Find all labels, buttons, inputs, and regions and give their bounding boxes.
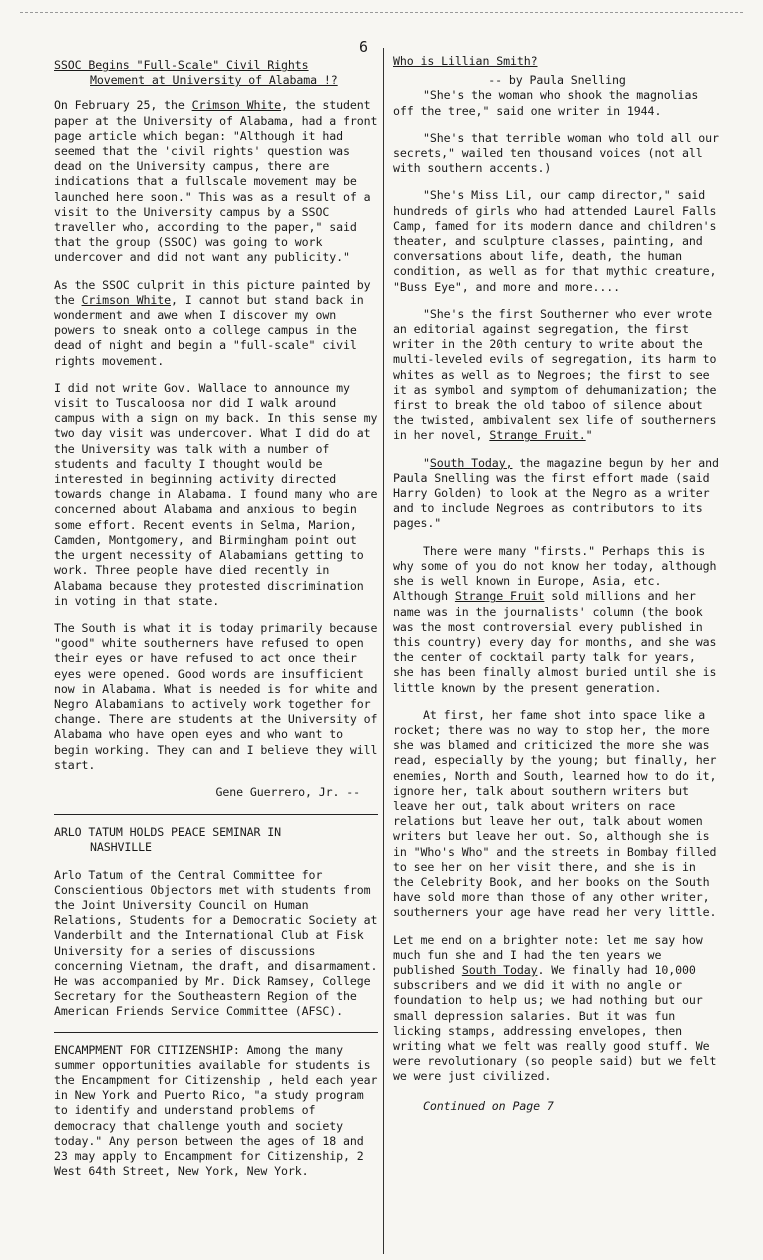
continued-notice: Continued on Page 7 <box>423 1098 554 1113</box>
ssoc-article <box>54 58 378 800</box>
crimson-white-ref: Crimson White <box>191 98 282 113</box>
top-edge-rule <box>20 12 743 13</box>
ssoc-paragraph-3: I did not write Gov. Wallace to announce my visit to Tuscaloosa nor did I walk around campus with a sign on my back. In this sense my two day visit was undercover. What I did do at the University was talk with a number of students and faculty I thought would be interested in beginning activity directed towards change in Alabama. I found many who are concerned about Alabama and anxious to begin some effort. Recent events in Selma, Marion, Camden, Montgomery, and Birmingham point out the urgent necessity of Alabamians getting to work. Three people have died recently in Alabama because they protested discrimination in voting in that state. <box>54 380 378 608</box>
south-today-ref: South Today, <box>429 455 513 470</box>
ssoc-paragraph-4: The South is what it is today primarily because "good" white southerners have refused to open their eyes or have refused to act once their eyes were opened. Good words are insufficient now in Alabama. What is needed is for white and Negro Alabamians to actively work together for change. There are students at the University of Alabama who have open eyes and who want to begin working. They can and I believe they will start. <box>54 620 378 772</box>
lillian-paragraph-2: "She's that terrible woman who told all our secrets," wailed ten thousand voices (not all with southern accents.) <box>393 130 719 176</box>
lillian-paragraph-7: At first, her fame shot into space like a rocket; there was no way to stop her, the more she was blamed and criticized the more she was read, especially by the young; but finally, her enemies, North and South, learned how to do it, ignore her, talk about southern writers but leave her out, talk about writers on race relations but leave her out, talk about women writers but leave her out. So, although she is in "Who's Who" and the streets in Bombay filled to see her on her visit there, and she is in the Celebrity Book, and her books on the South have sold more than those of any other writer, southerners your age have read her very little. <box>393 707 717 920</box>
lillian-paragraph-4: "She's the first Southerner who ever wrote an editorial against segregation, the first writer in the 20th century to write about the multi-leveled evils of segregation, its harm to whites as well as to Negroes; the first to see it as symbol and symptom of dehumanization; the first to break the old taboo of silence about the twisted, ambivalent sex life of southerners in her novel, Strange Fruit." <box>393 306 717 443</box>
strange-fruit-ref: Strange Fruit <box>454 589 545 604</box>
lillian-paragraph-6: There were many "firsts." Perhaps this is why some of you do not know her today, although she is well known in Europe, Asia, etc. Although Strange Fruit sold millions and her name was in the journalists' column (the book was the most controversial every published in this country) every day for months, and she was the center of cocktail party talk for years, she has been finally almost buried until she is little known by the present generation. <box>393 543 717 695</box>
ssoc-headline-line1: SSOC Begins "Full-Scale" Civil Rights <box>54 58 309 72</box>
ssoc-paragraph-2: As the SSOC culprit in this picture painted by the Crimson White, I cannot but stand back in wonderment and awe when I discover my own powers to sneak onto a college campus in the dead of night and begin a "full-scale" civil rights movement. <box>54 277 371 368</box>
tatum-headline-line2: NASHVILLE <box>90 840 152 855</box>
section-rule <box>54 1032 378 1033</box>
tatum-article <box>54 825 378 1019</box>
page-number: 6 <box>359 38 369 56</box>
ssoc-author: Gene Guerrero, Jr. -- <box>215 784 360 799</box>
column-divider <box>383 48 384 1254</box>
section-rule <box>54 814 378 815</box>
lillian-paragraph-1: "She's the woman who shook the magnolias off the tree," said one writer in 1944. <box>393 88 699 118</box>
encampment-body: ENCAMPMENT FOR CITIZENSHIP: Among the many summer opportunities available for students is the Encampment for Citizenship , held each year in New York and Puerto Rico, "a study program to identify and understand problems of democracy that challenge youth and society today." Any person between the ages of 18 and 23 may apply to Encampment for Citizenship, 2 West 64th Street, New York, New York. <box>54 1042 378 1179</box>
lillian-paragraph-8: Let me end on a brighter note: let me say how much fun she and I had the ten years we published South Today. We finally had 10,000 subscribers and we did it with no angle or foundation to help us; we had nothing but our small depression salaries. But it was fun licking stamps, addressing envelopes, then writing what we felt was really good stuff. We were revolutionary (so people said) but we felt we were just civilized. <box>393 932 717 1084</box>
south-today-ref: South Today <box>461 962 538 977</box>
tatum-headline-line1: ARLO TATUM HOLDS PEACE SEMINAR IN <box>54 825 282 840</box>
left-column <box>54 58 378 1191</box>
ssoc-headline-line2: Movement at University of Alabama !? <box>90 73 338 88</box>
lillian-paragraph-5: "South Today, the magazine begun by her and Paula Snelling was the first effort made (said Harry Golden) to look at the Negro as a writer and to include Negroes as contributors to its pages." <box>393 455 719 531</box>
lillian-byline: -- by Paula Snelling <box>488 73 626 88</box>
lillian-headline: Who is Lillian Smith? <box>393 54 538 68</box>
right-column <box>393 54 721 1114</box>
encampment-article <box>54 1043 378 1180</box>
crimson-white-ref: Crimson White <box>81 292 171 307</box>
encampment-lead: ENCAMPMENT FOR CITIZENSHIP: <box>54 1042 240 1057</box>
strange-fruit-ref: Strange Fruit. <box>489 428 586 443</box>
tatum-body: Arlo Tatum of the Central Committee for Conscientious Objectors met with students from the Joint University Council on Human Relations, Students for a Democratic Society at Vanderbilt and the International Club at Fisk University for a series of discussions concerning Vietnam, the draft, and disarmament. He was accompanied by Mr. Dick Ramsey, College Secretary for the Southeastern Region of the American Friends Service Committee (AFSC). <box>54 867 378 1019</box>
lillian-paragraph-3: "She's Miss Lil, our camp director," said hundreds of girls who had attended Laurel Falls Camp, famed for its modern dance and children's theater, and sculpture classes, painting, and conversations about life, death, the human condition, as well as for that mythic creature, "Buss Eye", and more and more.... <box>393 188 717 294</box>
ssoc-paragraph-1: On February 25, the Crimson White, the student paper at the University of Alabama, had a front page article which began: "Although it had seemed that the 'civil rights' question was dead on the University campus, there are indications that a fullscale movement may be launched here soon." This was as a result of a visit to the University campus by a SSOC traveller who, according to the paper," said that the group (SSOC) was going to work undercover and did not want any publicity." <box>54 98 378 265</box>
